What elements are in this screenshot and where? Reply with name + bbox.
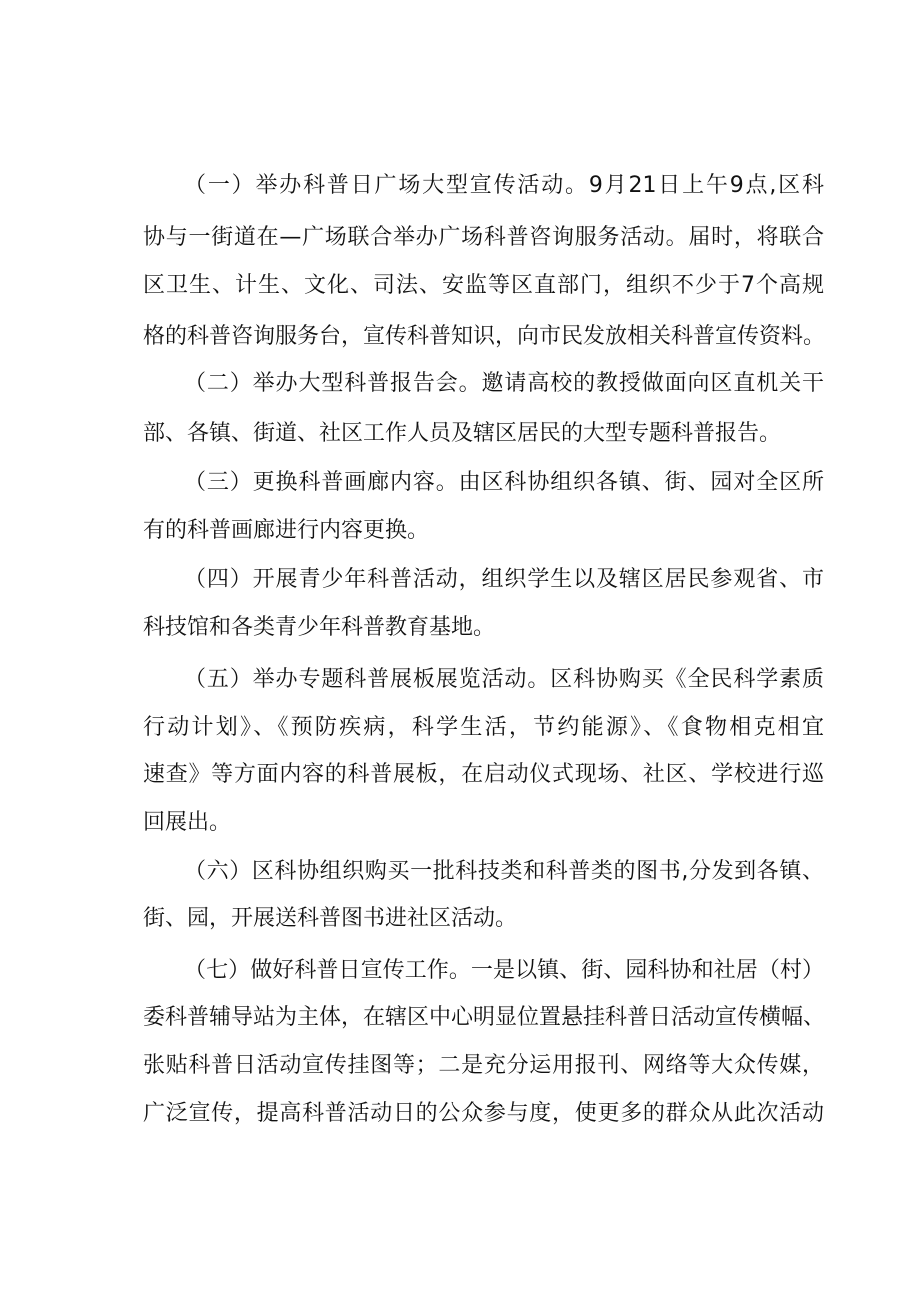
paragraph-5-line-1: （五）举办专题科普展板展览活动。区科协购买《全民科学素质 (184, 667, 824, 692)
paragraph-6-line-1: （六）区科协组织购买一批科技类和科普类的图书,分发到各镇、 (184, 859, 824, 884)
paragraph-7-line-3: 张贴科普日活动宣传挂图等；二是充分运用报刊、网络等大众传媒， (143, 1053, 824, 1078)
paragraph-1-line-2: 协与一街道在—广场联合举办广场科普咨询服务活动。届时，将联合 (143, 225, 824, 250)
paragraph-3-line-2: 有的科普画廊进行内容更换。 (143, 518, 430, 543)
paragraph-2-line-1: （二）举办大型科普报告会。邀请高校的教授做面向区直机关干 (184, 371, 824, 396)
paragraph-6-line-2: 街、园，开展送科普图书进社区活动。 (143, 906, 518, 931)
paragraph-3-line-1: （三）更换科普画廊内容。由区科协组织各镇、街、园对全区所 (184, 470, 824, 495)
paragraph-2-line-2: 部、各镇、街道、社区工作人员及辖区居民的大型专题科普报告。 (143, 421, 782, 446)
paragraph-7-line-4: 广泛宣传，提高科普活动日的公众参与度，使更多的群众从此次活动 (143, 1101, 824, 1126)
paragraph-4-line-2: 科技馆和各类青少年科普教育基地。 (143, 615, 496, 640)
paragraph-1-line-4: 格的科普咨询服务台，宣传科普知识，向市民发放相关科普宣传资料。 (143, 324, 826, 349)
paragraph-1-line-3: 区卫生、计生、文化、司法、安监等区直部门，组织不少于7个高规 (143, 273, 824, 298)
paragraph-4-line-1: （四）开展青少年科普活动，组织学生以及辖区居民参观省、市 (184, 567, 824, 592)
paragraph-5-line-3: 速查》等方面内容的科普展板，在启动仪式现场、社区、学校进行巡 (143, 762, 824, 787)
paragraph-7-line-2: 委科普辅导站为主体，在辖区中心明显位置悬挂科普日活动宣传横幅、 (143, 1005, 826, 1030)
paragraph-7-line-1: （七）做好科普日宣传工作。一是以镇、街、园科协和社居（村） (184, 958, 824, 983)
paragraph-1-line-1: （一）举办科普日广场大型宣传活动。9月21日上午9点,区科 (184, 173, 824, 198)
paragraph-5-line-4: 回展出。 (143, 810, 232, 835)
paragraph-5-line-2: 行动计划》、《预防疾病，科学生活，节约能源》、《食物相克相宜 (143, 715, 824, 740)
